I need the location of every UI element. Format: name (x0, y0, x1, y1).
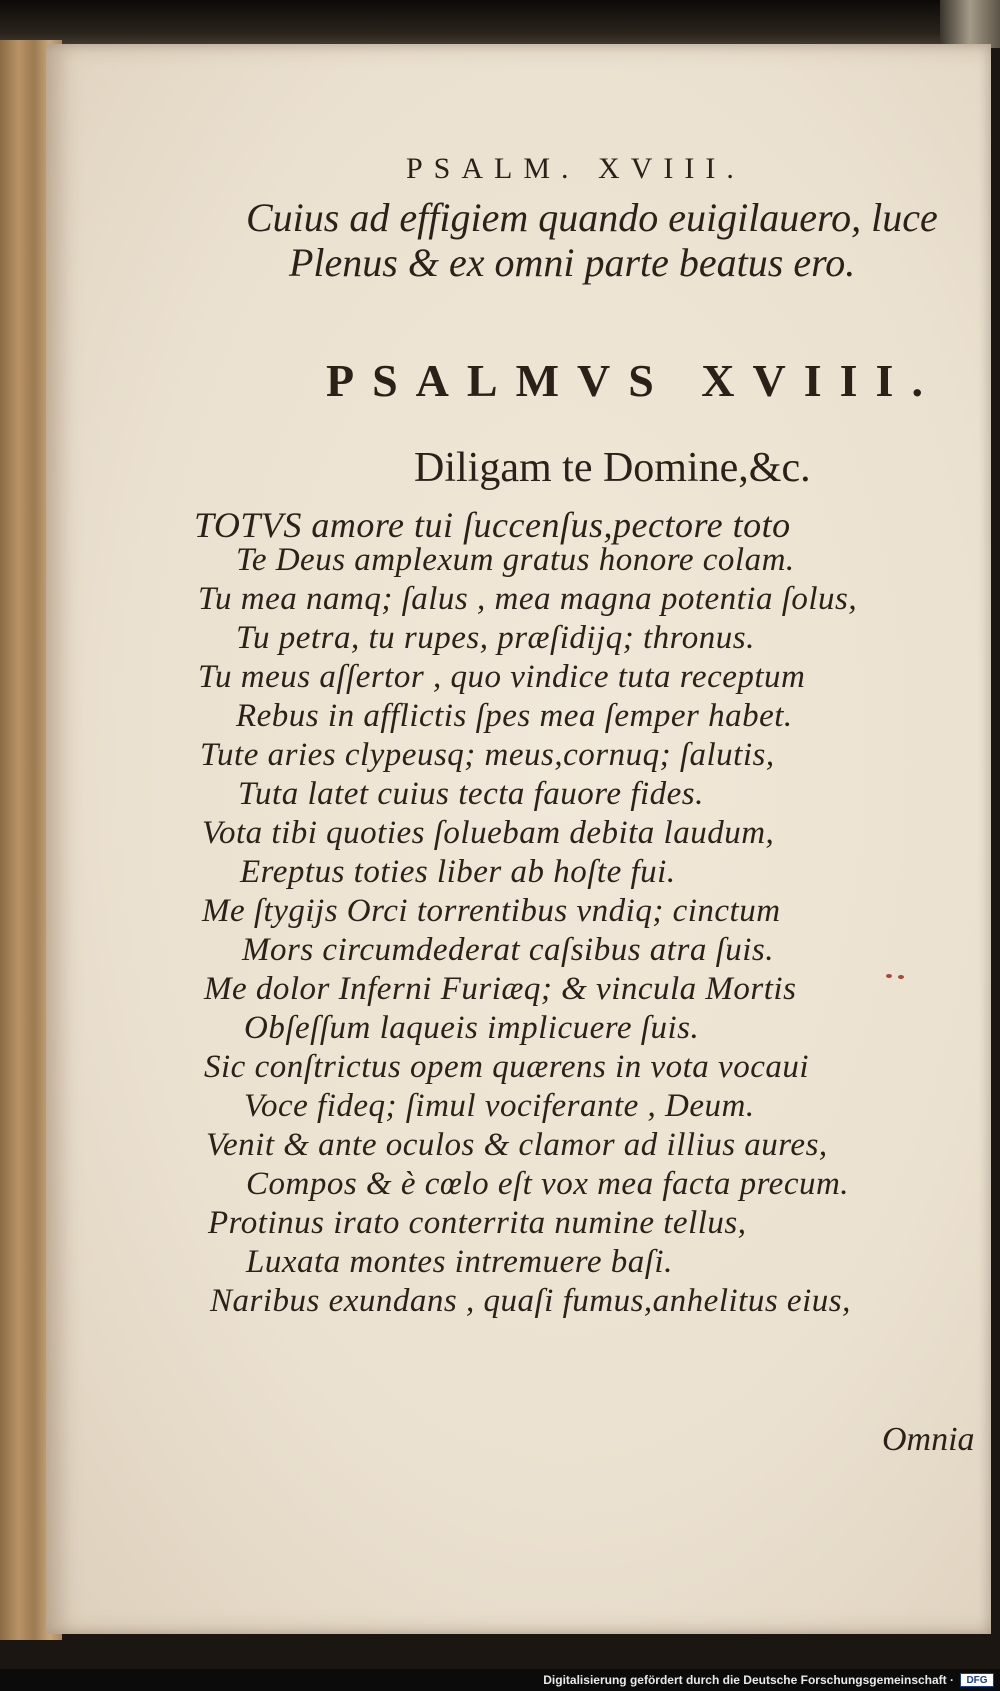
verse-line: Obſeſſum laqueis implicuere ſuis. (244, 1010, 700, 1046)
psalm-title: PSALMVS XVIII. (326, 355, 941, 406)
verse-line: Te Deus amplexum gratus honore colam. (236, 542, 795, 578)
catchword: Omnia (882, 1421, 975, 1458)
verse-line: Compos & è cœlo eſt vox mea facta precum. (246, 1166, 850, 1202)
psalm-incipit: Diligam te Domine,&c. (414, 445, 811, 491)
ink-specks (886, 974, 910, 980)
verse-line: Tu mea namq; ſalus , mea magna potentia ſolus, (198, 581, 858, 617)
continuation-line-2: Plenus & ex omni parte beatus ero. (289, 240, 856, 285)
book-page (46, 44, 991, 1634)
footer-bar (0, 1669, 1000, 1691)
verse-line: Venit & ante oculos & clamor ad illius aures, (206, 1127, 828, 1163)
verse-line: Tu meus aſſertor , quo vindice tuta receptum (198, 659, 806, 695)
verse-line: Ereptus toties liber ab hoſte fui. (240, 854, 676, 890)
running-head: PSALM. XVIII. (406, 152, 745, 185)
footer-credit: Digitalisierung gefördert durch die Deutsche Forschungsgemeinschaft · (543, 1673, 954, 1687)
verse-line: Luxata montes intremuere baſi. (246, 1244, 673, 1280)
verse-line: Tuta latet cuius tecta fauore fides. (238, 776, 704, 812)
verse-line: Tute aries clypeusq; meus,cornuq; ſalutis, (200, 737, 775, 773)
verse-line: Me ſtygijs Orci torrentibus vndiq; cinctum (202, 893, 781, 929)
verse-line: Naribus exundans , quaſi fumus,anhelitus eius, (210, 1283, 851, 1319)
verse-line: Voce fideq; ſimul vociferante , Deum. (244, 1088, 755, 1124)
verse-line: Vota tibi quoties ſoluebam debita laudum, (202, 815, 775, 851)
verse-line: Mors circumdederat caſsibus atra ſuis. (242, 932, 774, 968)
verse-line: Me dolor Inferni Furiæq; & vincula Mortis (204, 971, 797, 1007)
verse-line: Rebus in afflictis ſpes mea ſemper habet. (236, 698, 793, 734)
ink-speck (898, 975, 904, 979)
book-edge-highlight (940, 0, 1000, 48)
ink-speck (886, 974, 892, 978)
book-top-edge (0, 0, 1000, 48)
verse-line: Sic conſtrictus opem quærens in vota vocaui (204, 1049, 810, 1085)
verse-line: Protinus irato conterrita numine tellus, (208, 1205, 747, 1241)
dfg-logo: DFG (960, 1673, 994, 1687)
verse-line: TOTVS amore tui ſuccenſus,pectore toto (194, 505, 791, 545)
continuation-line-1: Cuius ad effigiem quando euigilauero, luce (246, 195, 938, 240)
verse-line: Tu petra, tu rupes, præſidijq; thronus. (236, 620, 755, 656)
